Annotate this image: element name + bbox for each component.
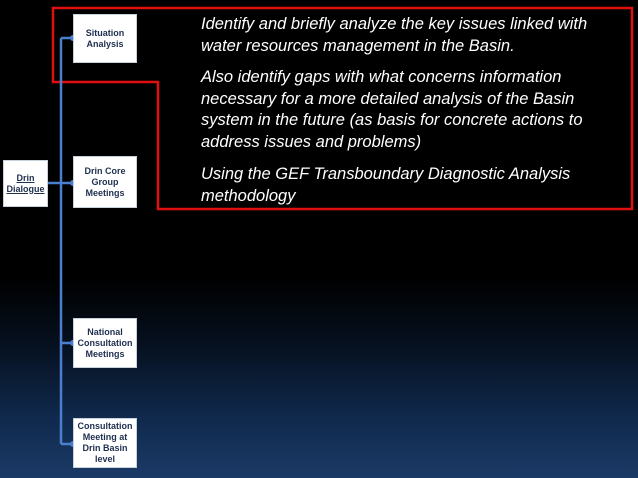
- node-national-consultation-meetings[interactable]: [73, 318, 137, 368]
- paragraph-methodology: Using the GEF Transboundary Diagnostic Analysis methodology: [201, 165, 571, 205]
- node-label: Situation Analysis: [85, 27, 125, 49]
- node-label: Drin Core Group Meetings: [84, 165, 126, 198]
- node-label: National Consultation Meetings: [77, 326, 133, 359]
- node-consultation-meeting-basin-level[interactable]: [73, 418, 137, 468]
- node-situation-analysis[interactable]: [73, 14, 137, 63]
- paragraph-key-issues: Identify and briefly analyze the key issues linked with water resources management in the Basin.: [201, 15, 588, 55]
- root-node-drin-dialogue[interactable]: [3, 160, 48, 207]
- node-label: Consultation Meeting at Drin Basin level: [77, 421, 133, 464]
- node-drin-core-group-meetings[interactable]: [73, 156, 137, 208]
- paragraph-information-gaps: Also identify gaps with what concerns information necessary for a more detailed analysis of the Basin system in the future (as basis for concrete actions to address issues and problems): [201, 68, 583, 151]
- root-node-label: Drin Dialogue: [6, 172, 45, 194]
